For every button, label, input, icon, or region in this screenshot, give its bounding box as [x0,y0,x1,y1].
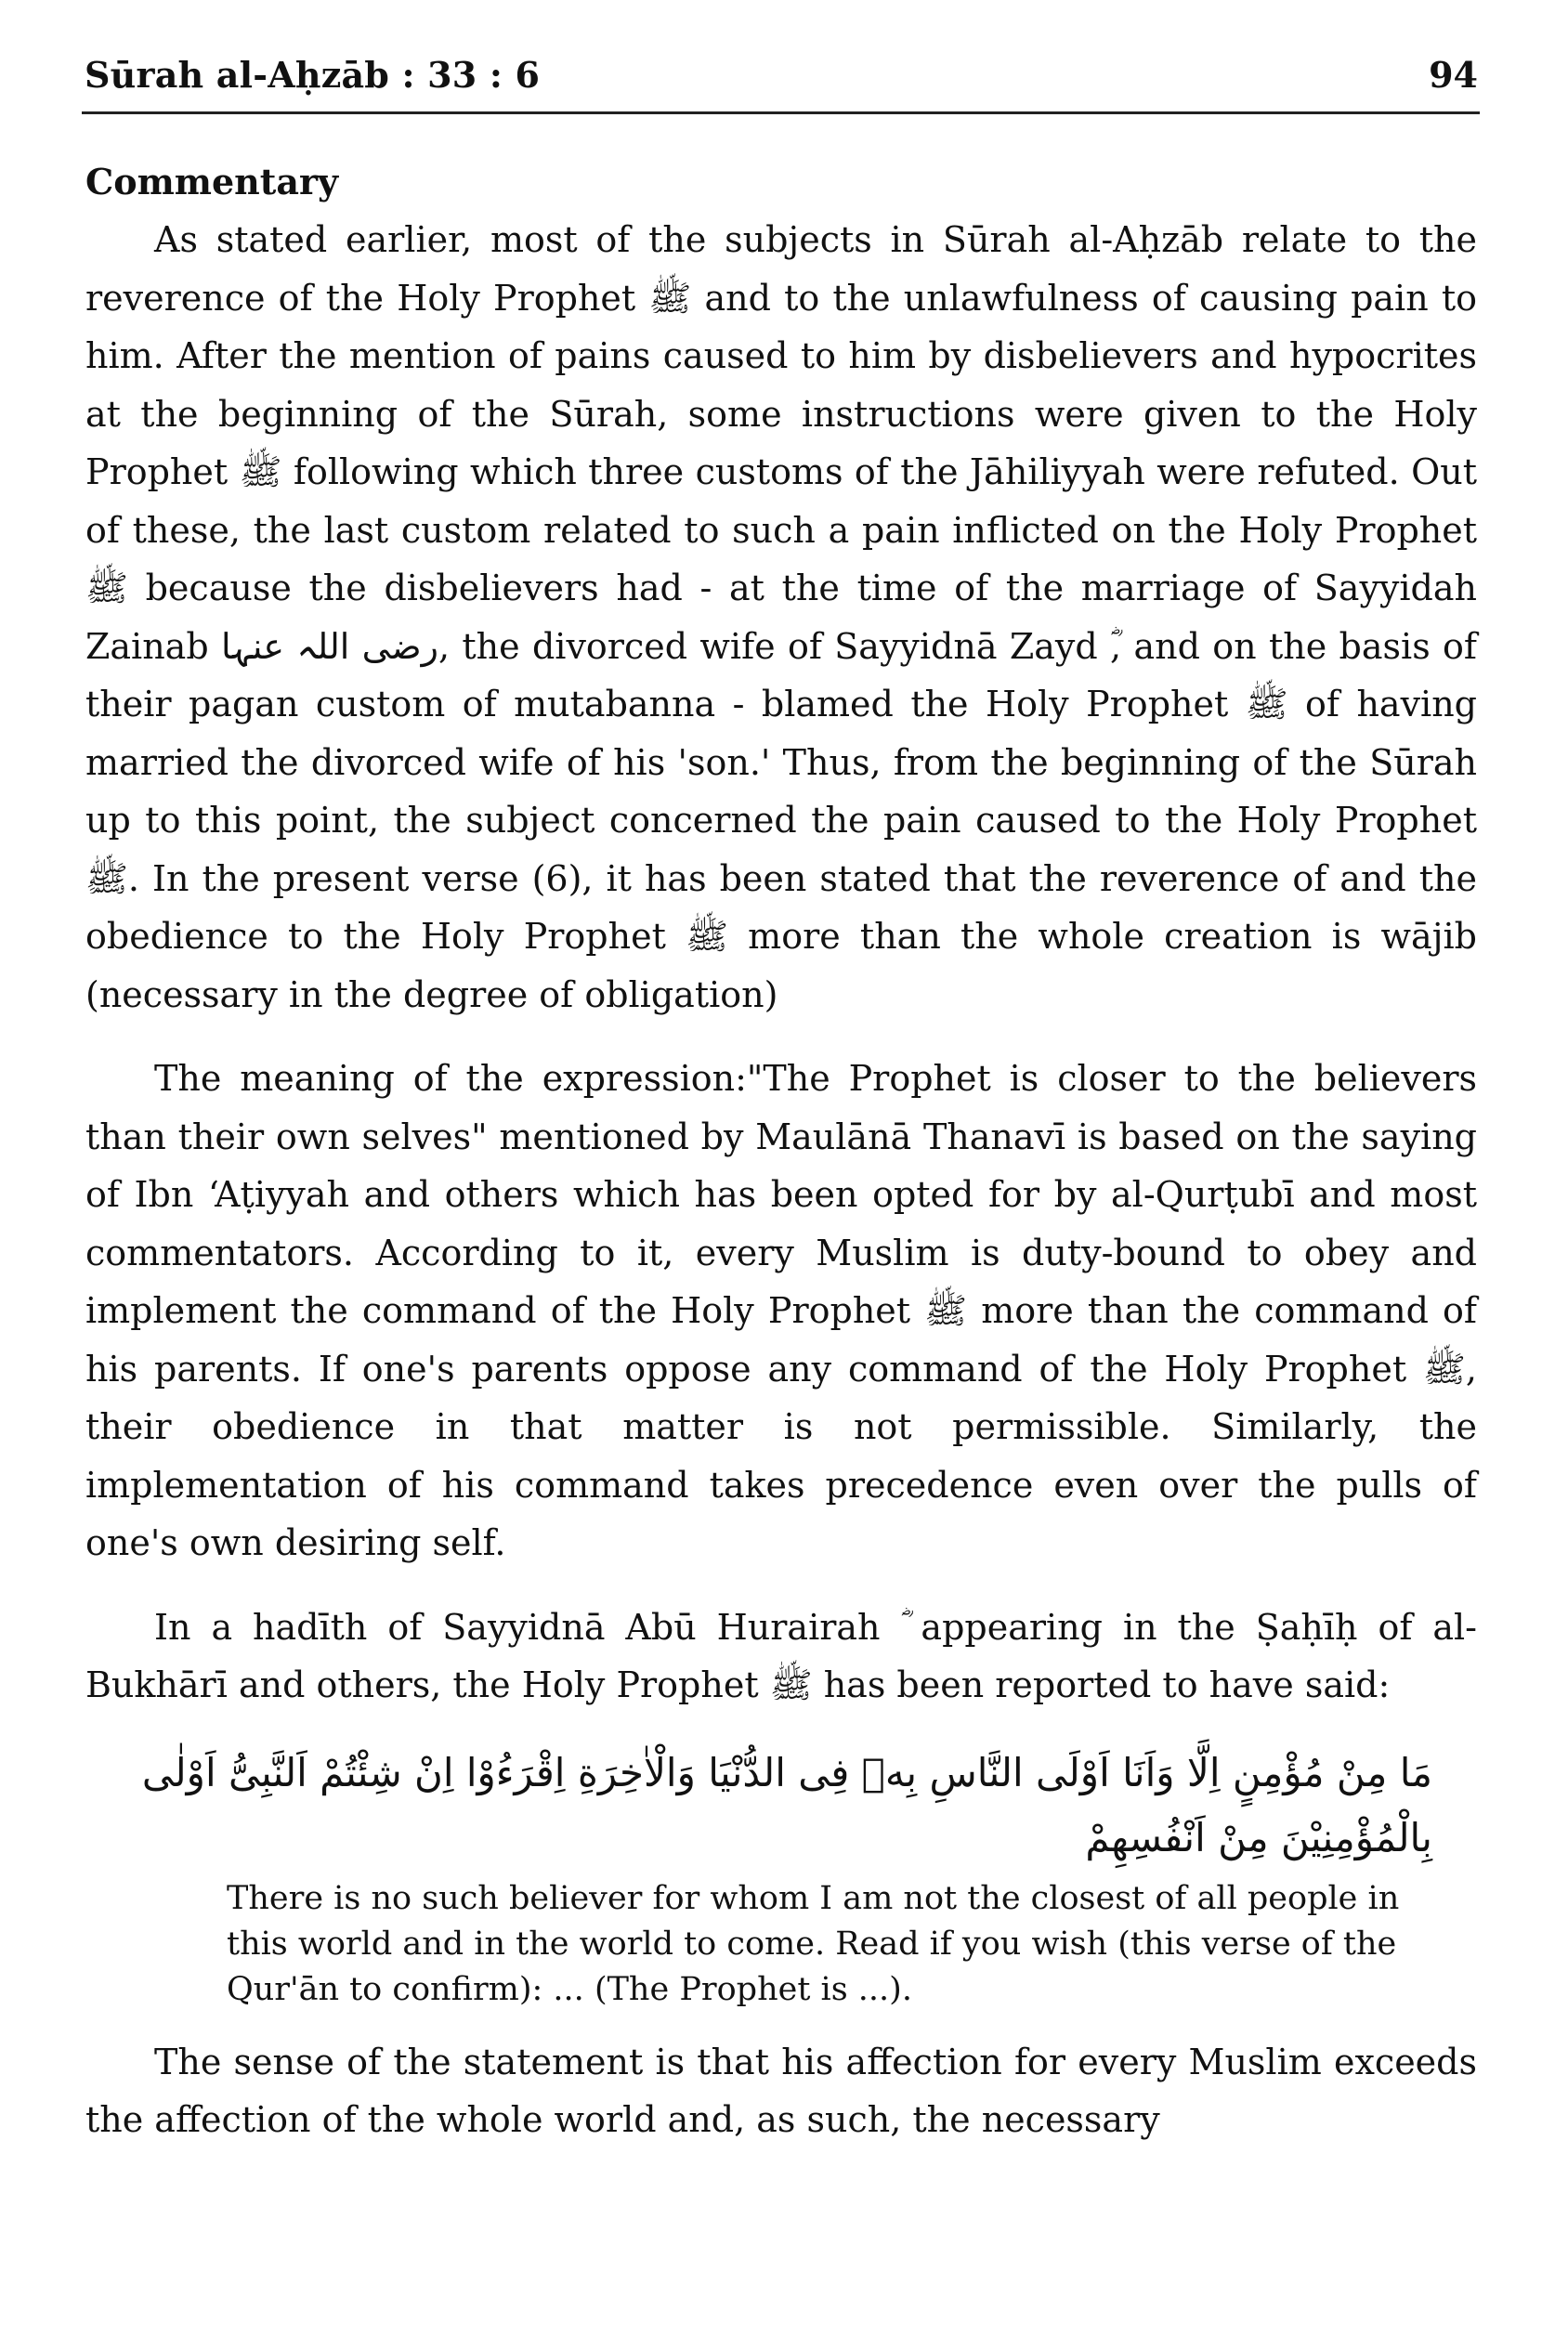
arabic-hadith-quote [141,1741,1432,1871]
section-heading: Commentary [85,161,339,202]
page-number: 94 [1429,54,1478,96]
paragraph-3: In a hadīth of Sayyidnā Abū Hurairah ؓ appearing in the Ṣaḥīḥ of al-Bukhārī and others, the Holy Prophet ﷺ has been reported to have said: [85,1606,1477,1705]
hadith-translation: There is no such believer for whom I am not the closest of all people in this world and in the world to come. Read if you wish (this verse of the Qur'ān to confirm): ... (The Prophet is ...). [227,1879,1400,2008]
surah-title: Sūrah al-Aḥzāb : 33 : 6 [85,54,541,96]
header-rule [82,111,1480,114]
page-body [85,153,1477,2149]
running-header [85,54,1478,108]
arabic-line-2: بِالْمُؤْمِنِيْنَ مِنْ اَنْفُسِهِمْ [1085,1814,1432,1860]
paragraph-1: As stated earlier, most of the subjects in Sūrah al-Aḥzāb relate to the reverence of the Holy Prophet ﷺ and to the unlawfulness of causing pain to him. After the mention of pains caused to him by disbelievers and hypocrites at the beginning of the Sūrah, some instructions were given to the Holy Prophet ﷺ following which three customs of the Jāhiliyyah were refuted. Out of these, the last custom related to such a pain inflicted on the Holy Prophet ﷺ because the disbelievers had - at the time of the marriage of Sayyidah Zainab رضی اللہ عنہا, the divorced wife of Sayyidnā Zayd ؓ, and on the basis of their pagan custom of mutabanna - blamed the Holy Prophet ﷺ of having married the divorced wife of his 'son.' Thus, from the beginning of the Sūrah up to this point, the subject concerned the pain caused to the Holy Prophet ﷺ. In the present verse (6), it has been stated that the reverence of and the obedience to the Holy Prophet ﷺ more than the whole creation is wājib (necessary in the degree of obligation) [85,219,1477,1015]
paragraph-4: The sense of the statement is that his affection for every Muslim exceeds the affection of the whole world and, as such, the necessary [85,2041,1477,2140]
arabic-line-1: مَا مِنْ مُؤْمِنٍ اِلَّا وَاَنَا اَوْلَى النَّاسِ بِهٖ فِى الدُّنْيَا وَالْاٰخِرَةِ اِقْرَءُوْا اِنْ شِئْتُمْ اَلنَّبِىُّ اَوْلٰى [141,1749,1432,1795]
paragraph-2: The meaning of the expression:"The Prophet is closer to the believers than their own selves" mentioned by Maulānā Thanavī is based on the saying of Ibn ‘Aṭiyyah and others which has been opted for by al-Qurṭubī and most commentators. According to it, every Muslim is duty-bound to obey and implement the command of the Holy Prophet ﷺ more than the command of his parents. If one's parents oppose any command of the Holy Prophet ﷺ, their obedience in that matter is not permissible. Similarly, the implementation of his command takes precedence even over the pulls of one's own desiring self. [85,1058,1477,1563]
